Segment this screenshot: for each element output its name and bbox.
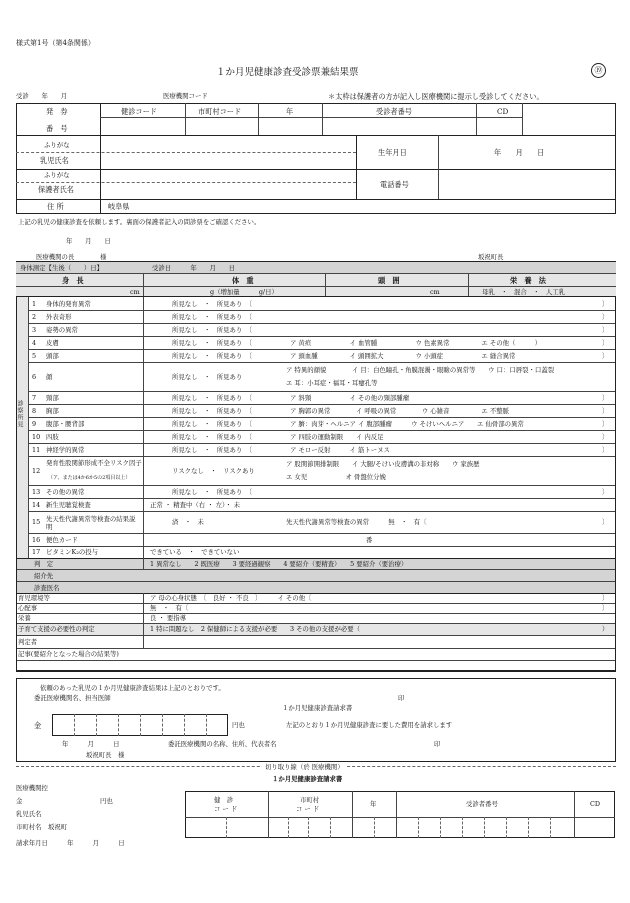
address-label: 住 所 bbox=[47, 202, 64, 211]
height-unit: cm bbox=[130, 288, 140, 296]
result-seal2: 印 bbox=[434, 740, 441, 748]
finding-result[interactable]: 所見なし ・ 所見あり 〔 bbox=[172, 487, 252, 496]
finding-detail[interactable]: ア 胸郭の異常 イ 呼吸の異常 ウ 心雑音 エ 不整脈 bbox=[290, 406, 510, 415]
stub-city-code-label2: コ ー ド bbox=[296, 805, 320, 813]
judge-label: 判 定 bbox=[34, 560, 54, 568]
head-header: 頭 囲 bbox=[378, 276, 400, 285]
stub-city: 市町村名 坂祝町 bbox=[16, 823, 68, 831]
finding-name: その他の異常 bbox=[46, 487, 85, 496]
finding-close: 〕 bbox=[602, 406, 609, 415]
finding-result[interactable]: 所見なし ・ 所見あり 〔 bbox=[172, 312, 252, 321]
env-label: 記事(要紹介となった場合の結果等) bbox=[18, 650, 119, 658]
finding-result[interactable]: 所見なし ・ 所見あり 〔 bbox=[172, 325, 252, 334]
clinic-doctor-label: 診査医名 bbox=[34, 584, 60, 592]
finding-close: 〕 bbox=[602, 445, 609, 454]
claim-yen: 円也 bbox=[232, 721, 245, 729]
guardian-note: ＊太枠は保護者の方が記入し医療機関に提示し受診してください。 bbox=[328, 92, 544, 101]
finding-name: 発育性股関節形成不全リスク因子 bbox=[46, 459, 142, 467]
stub-city-code-label: 市町村 bbox=[300, 796, 320, 804]
form-number: 様式第1号（第4条関係） bbox=[16, 39, 95, 47]
finding-number: 1 bbox=[32, 299, 37, 308]
finding-result[interactable]: 正常 ・ 精査中（右 ・ 左）・ 未 bbox=[150, 500, 241, 509]
feeding-header: 栄 養 法 bbox=[510, 276, 546, 285]
env-value[interactable]: 良 ・ 要指導 bbox=[150, 614, 187, 622]
finding-number: 5 bbox=[32, 351, 37, 360]
finding-detail[interactable]: 番 bbox=[366, 535, 373, 544]
guardian-furigana-label: ふりがな bbox=[44, 171, 70, 179]
finding-name: 顔 bbox=[46, 372, 53, 381]
finding-result[interactable]: できている ・ できていない bbox=[150, 548, 240, 556]
claim-amount-label: 金 bbox=[34, 721, 42, 730]
stub-kenshin-label: 健 診 bbox=[214, 796, 234, 804]
stub-title: １か月児健康診査請求書 bbox=[272, 775, 343, 783]
result-mayor: 坂祝町長 様 bbox=[86, 751, 125, 759]
finding-name: 身体的発育異常 bbox=[46, 299, 91, 308]
request-date: 年 月 日 bbox=[66, 237, 111, 245]
finding-detail[interactable]: ア 特異的顔貌 イ 目：白色瞳孔・角膜混濁・眼瞼の異常等 ウ 口：口唇裂・口蓋裂 bbox=[286, 366, 555, 374]
result-line1: 依頼のあった乳児の１か月児健康診査結果は上記のとおりです。 bbox=[40, 684, 225, 692]
finding-number: 12 bbox=[32, 466, 41, 475]
request-text: 上記の乳児の健康診査を依頼します。裏面の保護者記入の問診票をご確認ください。 bbox=[18, 218, 261, 226]
finding-number: 17 bbox=[32, 548, 41, 556]
finding-result[interactable]: 所見なし ・ 所見あり 〔 bbox=[172, 419, 252, 428]
issue-number-input[interactable] bbox=[101, 118, 521, 134]
stub-amount: 金 bbox=[16, 797, 23, 805]
request-mayor: 坂祝町長 bbox=[478, 253, 504, 261]
feeding-options[interactable]: 母乳 ・ 混合 ・ 人工乳 bbox=[482, 288, 566, 296]
finding-detail2[interactable]: エ 耳：小耳症・福耳・耳瘻孔等 bbox=[286, 379, 378, 387]
guardian-name-input[interactable] bbox=[101, 170, 355, 198]
guardian-number-header: 受診者番号 bbox=[376, 107, 412, 116]
result-line2: 委託医療機関名、担当医師 bbox=[34, 694, 111, 702]
finding-name: 姿勢の異常 bbox=[46, 325, 78, 334]
env-value[interactable]: 無 ・ 有〔 bbox=[150, 604, 189, 612]
stub-kenshin-label2: コ ー ド bbox=[214, 805, 238, 813]
city-code-header: 市町村コード bbox=[198, 107, 242, 116]
finding-name: 新生児聴覚検査 bbox=[46, 500, 91, 509]
claim-title: １か月児健康診査請求書 bbox=[282, 704, 353, 712]
cut-line-label: 切り取り線（於 医療機関） bbox=[262, 764, 347, 770]
finding-detail[interactable]: ア 臍：肉芽・ヘルニア イ 腹部腫瘤 ウ そけいヘルニア エ 仙骨部の異常 bbox=[290, 419, 524, 428]
stub-cd-label: CD bbox=[590, 800, 601, 808]
env-label: 心配事 bbox=[18, 604, 38, 612]
visit-date: 受診 年 月 bbox=[16, 92, 68, 100]
stub-date: 請求年月日 年 月 日 bbox=[16, 839, 125, 847]
phone-input[interactable] bbox=[440, 170, 615, 198]
finding-detail[interactable]: ア 頭血腫 イ 頭囲拡大 ウ 小頭症 エ 縫合異常 bbox=[290, 351, 516, 360]
env-close: ） bbox=[602, 625, 609, 633]
finding-close: 〕 bbox=[602, 338, 609, 347]
finding-number: 3 bbox=[32, 325, 37, 334]
form-badge: ⑲ bbox=[591, 63, 606, 78]
finding-result[interactable]: 所見なし ・ 所見あり bbox=[172, 372, 243, 381]
request-to-sama: 様 bbox=[100, 253, 107, 261]
finding-close: 〕 bbox=[602, 325, 609, 334]
finding-result[interactable]: 所見なし ・ 所見あり 〔 bbox=[172, 299, 252, 308]
finding-name: ビタミンK₂の投与 bbox=[46, 548, 99, 556]
kenshin-code-header: 健診コード bbox=[121, 107, 157, 116]
finding-name: 頸部 bbox=[46, 393, 59, 402]
birth-days-label: 身体測定【生後（ ）日】 bbox=[20, 264, 104, 272]
intro-label: 紹介先 bbox=[34, 572, 54, 580]
finding-detail2[interactable]: エ 女児 オ 骨盤位分娩 bbox=[286, 473, 386, 481]
finding-detail[interactable]: 先天性代謝異常等検査の異常 無 ・ 有〔 bbox=[286, 518, 427, 526]
finding-close: 〕 bbox=[602, 419, 609, 428]
finding-close: 〕 bbox=[602, 312, 609, 321]
finding-number: 10 bbox=[32, 432, 41, 441]
finding-result[interactable]: 所見なし ・ 所見あり 〔 bbox=[172, 338, 252, 347]
finding-name: 皮膚 bbox=[46, 338, 59, 347]
finding-detail[interactable]: ア 斜頸 イ その他の頸部腫瘤 bbox=[290, 393, 410, 402]
stub-number-label: 受診者番号 bbox=[466, 800, 498, 808]
guardian-name-label: 保護者氏名 bbox=[38, 185, 74, 194]
finding-detail[interactable]: ア 四肢の運動制限 イ 内反足 bbox=[290, 432, 384, 441]
finding-number: 15 bbox=[32, 518, 41, 526]
finding-detail[interactable]: ア モロー反射 イ 筋トーヌス bbox=[290, 445, 390, 454]
finding-result[interactable]: 所見なし ・ 所見あり 〔 bbox=[172, 445, 252, 454]
exam-date-label: 受診日 年 月 日 bbox=[152, 264, 236, 272]
facility-code-label: 医療機関コード bbox=[163, 92, 208, 100]
finding-close: 〕 bbox=[602, 487, 609, 496]
findings-side-label: 診察所見 bbox=[16, 400, 23, 428]
finding-detail[interactable]: ア 黄疸 イ 血管腫 ウ 色素異常 エ その他（ ） bbox=[290, 338, 541, 347]
stub-year-label: 年 bbox=[370, 800, 377, 808]
finding-number: 2 bbox=[32, 312, 37, 321]
phone-label: 電話番号 bbox=[380, 180, 409, 189]
finding-result[interactable]: 所見なし ・ 所見あり 〔 bbox=[172, 393, 252, 402]
finding-number: 11 bbox=[32, 445, 41, 454]
env-close: 〕 bbox=[602, 604, 609, 612]
request-to-label: 医療機関の長 bbox=[36, 253, 75, 261]
judge-options[interactable]: 1 異常なし 2 既医療 3 要経過観察 4 要紹介（要精査） 5 要紹介（要治療） bbox=[150, 560, 408, 568]
result-institution: 委託医療機関の名称、住所、代表者名 bbox=[168, 740, 277, 748]
claim-text: 左記のとおり１か月児健康診査に要した費用を請求します bbox=[286, 721, 453, 729]
cd-header: CD bbox=[497, 107, 509, 116]
dob-value[interactable]: 年 月 日 bbox=[494, 148, 545, 157]
issue-label: 発 券 bbox=[46, 107, 68, 116]
infant-furigana-label: ふりがな bbox=[44, 141, 70, 149]
weight-header: 体 重 bbox=[232, 276, 254, 285]
finding-number: 14 bbox=[32, 500, 41, 509]
finding-close: 〕 bbox=[602, 299, 609, 308]
year-header: 年 bbox=[286, 107, 294, 116]
finding-number: 6 bbox=[32, 372, 37, 381]
env-label: 子育て支援の必要性の判定 bbox=[18, 625, 95, 633]
finding-name: 神経学的異常 bbox=[46, 445, 85, 454]
env-close: 〕 bbox=[602, 594, 609, 602]
infant-name-label: 乳児氏名 bbox=[40, 156, 69, 165]
finding-name: 先天性代謝異常等検査の結果説明 bbox=[46, 515, 136, 531]
stub-yen: 円也 bbox=[100, 797, 113, 805]
finding-number: 9 bbox=[32, 419, 37, 428]
stub-infant: 乳児氏名 bbox=[16, 810, 42, 818]
finding-result[interactable]: リスクなし ・ リスクあり bbox=[172, 466, 255, 475]
finding-close: 〕 bbox=[602, 351, 609, 360]
finding-close: 〕 bbox=[602, 432, 609, 441]
stub-facility: 医療機関控 bbox=[16, 784, 48, 792]
finding-name: 四肢 bbox=[46, 432, 59, 441]
env-label: 判定者 bbox=[18, 637, 38, 646]
finding-number: 13 bbox=[32, 487, 41, 496]
address-value[interactable]: 岐阜県 bbox=[108, 202, 130, 211]
env-value[interactable]: 1 特に問題なし 2 保健師による支援が必要 3 その他の支援が必要（ bbox=[150, 625, 361, 633]
finding-name: 便色カード bbox=[46, 535, 78, 544]
finding-result[interactable]: 済 ・ 未 bbox=[172, 518, 204, 526]
infant-name-input[interactable] bbox=[101, 136, 355, 168]
finding-name: 頭部 bbox=[46, 351, 59, 360]
finding-name: 腹部・腰背部 bbox=[46, 419, 85, 428]
weight-unit: g（増加量 g/日） bbox=[210, 288, 278, 296]
finding-close: 〕 bbox=[602, 393, 609, 402]
dob-label: 生年月日 bbox=[378, 148, 407, 157]
env-label: 育児環境等 bbox=[18, 594, 50, 602]
finding-result[interactable]: 所見なし ・ 所見あり 〔 bbox=[172, 406, 252, 415]
env-label: 栄養 bbox=[18, 614, 31, 622]
finding-detail[interactable]: ア 股関節開排制限 イ 大腿/そけい皮膚溝の非対称 ウ 家族歴 bbox=[286, 460, 480, 468]
finding-number: 8 bbox=[32, 406, 37, 415]
page-title: １か月児健康診査受診票兼結果票 bbox=[216, 67, 359, 78]
result-seal1: 印 bbox=[398, 694, 405, 702]
issue-number-label: 番 号 bbox=[46, 124, 68, 133]
finding-sub: （ア、または4か6か5の2項目以上） bbox=[48, 475, 131, 481]
head-unit: cm bbox=[430, 288, 440, 296]
finding-result[interactable]: 所見なし ・ 所見あり 〔 bbox=[172, 351, 252, 360]
height-header: 身 長 bbox=[62, 276, 84, 285]
finding-number: 7 bbox=[32, 393, 37, 402]
finding-close: 〕 bbox=[602, 518, 609, 526]
finding-number: 16 bbox=[32, 535, 41, 544]
finding-number: 4 bbox=[32, 338, 37, 347]
finding-name: 外表奇形 bbox=[46, 312, 72, 321]
result-ymd: 年 月 日 bbox=[62, 740, 120, 748]
finding-result[interactable]: 所見なし ・ 所見あり 〔 bbox=[172, 432, 252, 441]
env-value[interactable]: ア 母の心身状態 〔 良好 ・ 不良 〕 イ その他〔 bbox=[150, 594, 312, 602]
finding-name: 胸部 bbox=[46, 406, 59, 415]
